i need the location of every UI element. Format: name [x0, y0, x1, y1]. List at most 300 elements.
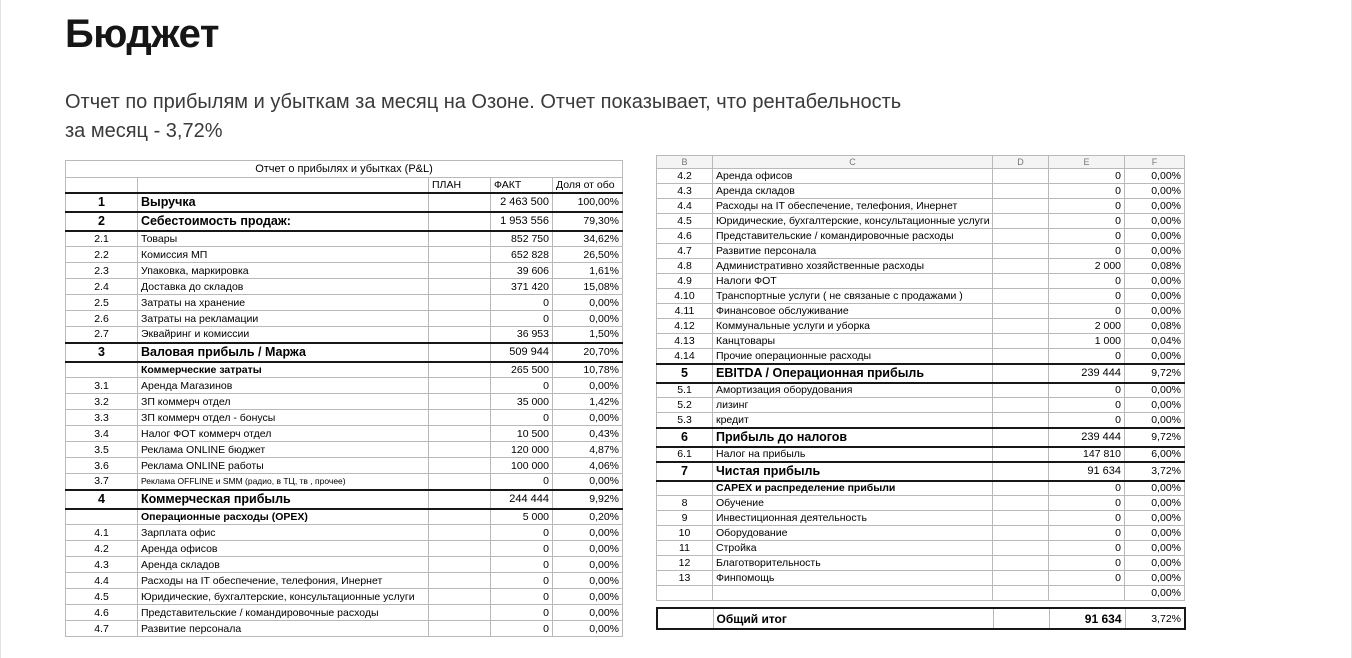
cell-num: 4.5 — [66, 589, 138, 605]
cell-num: 6.1 — [657, 447, 713, 462]
table-row — [66, 193, 623, 212]
cell-fact: 265 500 — [491, 362, 553, 378]
cell-num: 4.5 — [657, 214, 713, 229]
cell-name: Обучение — [713, 496, 993, 511]
cell-name: Транспортные услуги ( не связаные с продажами ) — [713, 289, 993, 304]
cell-fact: 509 944 — [491, 343, 553, 362]
cell-fact: 0 — [1049, 184, 1125, 199]
pl-table-right-grid — [656, 155, 1185, 601]
table-row — [657, 334, 1185, 349]
cell-plan — [429, 426, 491, 442]
cell-plan — [429, 193, 491, 212]
cell-name: Юридические, бухгалтерские, консультационные услуги — [138, 589, 429, 605]
column-letter: B — [657, 156, 713, 169]
table-row — [66, 589, 623, 605]
cell-fact: 0 — [1049, 496, 1125, 511]
cell-fact: 1 000 — [1049, 334, 1125, 349]
cell-fact: 2 463 500 — [491, 193, 553, 212]
cell-share: 0,00% — [553, 557, 623, 573]
cell-name: Аренда Магазинов — [138, 378, 429, 394]
cell-num: 2.3 — [66, 263, 138, 279]
table-row — [66, 263, 623, 279]
cell-plan — [429, 541, 491, 557]
table-row — [66, 557, 623, 573]
cell-share: 9,72% — [1125, 428, 1185, 447]
cell-name: ЗП коммерч отдел — [138, 394, 429, 410]
cell-num: 5 — [657, 364, 713, 383]
cell-name: Финансовое обслуживание — [713, 304, 993, 319]
cell-num: 9 — [657, 511, 713, 526]
cell-name: Канцтовары — [713, 334, 993, 349]
cell-share: 9,92% — [553, 490, 623, 509]
cell-share: 0,08% — [1125, 259, 1185, 274]
cell-share: 4,87% — [553, 442, 623, 458]
table-row — [66, 509, 623, 525]
cell-num — [657, 481, 713, 496]
cell-name: Административно хозяйственные расходы — [713, 259, 993, 274]
cell-share: 1,50% — [553, 327, 623, 343]
cell-num — [657, 586, 713, 601]
table-row — [657, 259, 1185, 274]
cell-fact: 0 — [1049, 214, 1125, 229]
cell-name: Благотворительность — [713, 556, 993, 571]
cell-share: 9,72% — [1125, 364, 1185, 383]
table-row — [66, 247, 623, 263]
cell-share: 0,00% — [1125, 586, 1185, 601]
cell-share: 100,00% — [553, 193, 623, 212]
cell-fact: 100 000 — [491, 458, 553, 474]
cell-share: 0,00% — [1125, 481, 1185, 496]
cell-share: 0,20% — [553, 509, 623, 525]
cell-fact: 0 — [1049, 289, 1125, 304]
cell-num: 4.3 — [657, 184, 713, 199]
cell-fact: 0 — [491, 621, 553, 637]
description-line-1: Отчет по прибылям и убыткам за месяц на Озоне. Отчет показывает, что рентабельность — [65, 91, 902, 113]
cell-name: Аренда складов — [138, 557, 429, 573]
cell-plan — [993, 413, 1049, 428]
cell-share: 0,00% — [553, 525, 623, 541]
cell-name: Реклама ONLINE работы — [138, 458, 429, 474]
cell-num: 4.2 — [66, 541, 138, 557]
pl-table-right — [656, 155, 1184, 630]
table-row — [66, 231, 623, 247]
table-row — [66, 295, 623, 311]
table-row — [657, 496, 1185, 511]
cell-share: 0,00% — [553, 573, 623, 589]
cell-plan — [429, 212, 491, 231]
cell-share: 0,00% — [553, 410, 623, 426]
cell-name: Коммерческие затраты — [138, 362, 429, 378]
cell-fact: 0 — [491, 605, 553, 621]
cell-num: 4.12 — [657, 319, 713, 334]
cell-fact: 2 000 — [1049, 259, 1125, 274]
cell-fact: 0 — [1049, 413, 1125, 428]
table-row — [657, 274, 1185, 289]
cell-share: 0,00% — [1125, 496, 1185, 511]
cell-share: 0,00% — [1125, 244, 1185, 259]
cell-num: 4 — [66, 490, 138, 509]
cell-plan — [993, 349, 1049, 364]
cell-num: 11 — [657, 541, 713, 556]
cell-name: Реклама ONLINE бюджет — [138, 442, 429, 458]
cell-name: Налог ФОТ коммерч отдел — [138, 426, 429, 442]
cell-plan — [993, 274, 1049, 289]
total-share: 3,72% — [1125, 608, 1185, 629]
table-row — [657, 571, 1185, 586]
table-row — [66, 394, 623, 410]
cell-share: 0,00% — [553, 621, 623, 637]
cell-plan — [429, 458, 491, 474]
table-row — [657, 526, 1185, 541]
cell-plan — [993, 229, 1049, 244]
cell-plan — [429, 474, 491, 490]
table-row — [66, 362, 623, 378]
table-row — [657, 428, 1185, 447]
cell-name: Инвестиционная деятельность — [713, 511, 993, 526]
table-row — [66, 327, 623, 343]
cell-fact: 91 634 — [1049, 462, 1125, 481]
cell-num: 4.10 — [657, 289, 713, 304]
table-row — [657, 289, 1185, 304]
cell-num: 4.1 — [66, 525, 138, 541]
cell-name — [713, 586, 993, 601]
cell-share: 4,06% — [553, 458, 623, 474]
description-line-2: за месяц - 3,72% — [65, 120, 223, 142]
cell-name: Товары — [138, 231, 429, 247]
cell-plan — [993, 259, 1049, 274]
cell-share: 0,00% — [1125, 229, 1185, 244]
cell-share: 0,00% — [1125, 349, 1185, 364]
table-row — [66, 279, 623, 295]
cell-name: Эквайринг и комиссии — [138, 327, 429, 343]
cell-fact: 0 — [491, 474, 553, 490]
cell-name: Расходы на IT обеспечение, телефония, Инернет — [713, 199, 993, 214]
cell-name: лизинг — [713, 398, 993, 413]
cell-plan — [429, 573, 491, 589]
cell-plan — [993, 334, 1049, 349]
column-letters-row — [657, 156, 1185, 169]
cell-name: Представительские / командировочные расходы — [713, 229, 993, 244]
cell-fact: 0 — [1049, 349, 1125, 364]
cell-name: Себестоимость продаж: — [138, 212, 429, 231]
cell-name: EBITDA / Операционная прибыль — [713, 364, 993, 383]
table-row — [66, 378, 623, 394]
cell-fact: 0 — [1049, 304, 1125, 319]
cell-fact: 0 — [491, 573, 553, 589]
cell-share: 26,50% — [553, 247, 623, 263]
cell-plan — [429, 327, 491, 343]
cell-num: 5.3 — [657, 413, 713, 428]
cell-plan — [429, 311, 491, 327]
cell-share: 0,00% — [1125, 526, 1185, 541]
cell-num — [66, 509, 138, 525]
column-header-fact: ФАКТ — [491, 178, 553, 193]
table-title: Отчет о прибылях и убытках (P&L) — [66, 161, 623, 178]
cell-plan — [993, 447, 1049, 462]
cell-num: 4.3 — [66, 557, 138, 573]
cell-fact: 0 — [491, 378, 553, 394]
cell-plan — [429, 247, 491, 263]
cell-share: 0,00% — [553, 541, 623, 557]
column-header-share: Доля от обо — [553, 178, 623, 193]
column-letter: C — [713, 156, 993, 169]
table-row — [657, 229, 1185, 244]
cell-plan — [993, 169, 1049, 184]
cell-num: 2.2 — [66, 247, 138, 263]
cell-plan — [993, 184, 1049, 199]
cell-num: 4.9 — [657, 274, 713, 289]
table-row — [657, 383, 1185, 398]
cell-num — [66, 362, 138, 378]
cell-fact: 0 — [491, 295, 553, 311]
cell-share: 0,00% — [1125, 383, 1185, 398]
cell-plan — [993, 364, 1049, 383]
cell-fact: 0 — [1049, 274, 1125, 289]
cell-fact: 0 — [1049, 398, 1125, 413]
table-row — [657, 586, 1185, 601]
table-row — [66, 426, 623, 442]
cell-num: 4.6 — [657, 229, 713, 244]
cell-name: Затраты на рекламации — [138, 311, 429, 327]
cell-share: 1,61% — [553, 263, 623, 279]
table-row — [66, 442, 623, 458]
cell-share: 0,00% — [553, 474, 623, 490]
column-header-plan: ПЛАН — [429, 178, 491, 193]
table-row — [657, 199, 1185, 214]
cell-plan — [993, 199, 1049, 214]
table-row — [657, 556, 1185, 571]
cell-plan — [429, 343, 491, 362]
cell-fact: 147 810 — [1049, 447, 1125, 462]
cell-fact: 0 — [1049, 481, 1125, 496]
page-description — [65, 88, 901, 146]
cell-share: 0,00% — [553, 378, 623, 394]
cell-share: 10,78% — [553, 362, 623, 378]
table-row — [66, 212, 623, 231]
cell-num: 4.4 — [657, 199, 713, 214]
cell-num: 2.5 — [66, 295, 138, 311]
cell-share: 0,00% — [1125, 541, 1185, 556]
cell-plan — [429, 295, 491, 311]
total-row-table — [656, 607, 1186, 630]
cell-num: 4.13 — [657, 334, 713, 349]
cell-fact: 0 — [1049, 526, 1125, 541]
cell-fact: 0 — [491, 589, 553, 605]
cell-plan — [429, 394, 491, 410]
cell-share: 34,62% — [553, 231, 623, 247]
cell-name: Оборудование — [713, 526, 993, 541]
table-row — [657, 169, 1185, 184]
cell-num: 3.4 — [66, 426, 138, 442]
cell-plan — [993, 214, 1049, 229]
cell-num: 10 — [657, 526, 713, 541]
cell-plan — [429, 509, 491, 525]
table-row — [657, 184, 1185, 199]
cell-share: 0,00% — [1125, 571, 1185, 586]
cell-fact: 0 — [1049, 244, 1125, 259]
cell-name: Аренда офисов — [713, 169, 993, 184]
cell-plan — [993, 304, 1049, 319]
cell-share: 0,00% — [553, 589, 623, 605]
cell-name: Операционные расходы (OPEX) — [138, 509, 429, 525]
cell-name: Стройка — [713, 541, 993, 556]
cell-name: Комиссия МП — [138, 247, 429, 263]
cell-plan — [993, 511, 1049, 526]
table-row — [66, 605, 623, 621]
cell-share: 0,08% — [1125, 319, 1185, 334]
cell-share: 15,08% — [553, 279, 623, 295]
table-row — [657, 398, 1185, 413]
cell-fact: 35 000 — [491, 394, 553, 410]
cell-fact: 120 000 — [491, 442, 553, 458]
table-row — [657, 413, 1185, 428]
cell-fact: 0 — [1049, 383, 1125, 398]
cell-num: 4.8 — [657, 259, 713, 274]
cell-num: 6 — [657, 428, 713, 447]
table-row — [657, 304, 1185, 319]
cell-num: 3.3 — [66, 410, 138, 426]
cell-fact: 0 — [491, 311, 553, 327]
cell-num: 4.6 — [66, 605, 138, 621]
column-header-row — [66, 178, 623, 193]
total-fact: 91 634 — [1049, 608, 1125, 629]
cell-num: 13 — [657, 571, 713, 586]
cell-num: 2.4 — [66, 279, 138, 295]
cell-name: Зарплата офис — [138, 525, 429, 541]
cell-fact: 0 — [1049, 556, 1125, 571]
cell-share: 79,30% — [553, 212, 623, 231]
cell-name: Упаковка, маркировка — [138, 263, 429, 279]
cell-num: 4.4 — [66, 573, 138, 589]
cell-name: ЗП коммерч отдел - бонусы — [138, 410, 429, 426]
cell-share: 0,00% — [553, 311, 623, 327]
cell-plan — [993, 244, 1049, 259]
cell-share: 0,00% — [1125, 511, 1185, 526]
cell-name: Выручка — [138, 193, 429, 212]
cell-num: 8 — [657, 496, 713, 511]
table-title-row — [66, 161, 623, 178]
table-row — [657, 447, 1185, 462]
cell-name: Развитие персонала — [713, 244, 993, 259]
table-row — [66, 541, 623, 557]
cell-name: CAPEX и распределение прибыли — [713, 481, 993, 496]
cell-plan — [429, 378, 491, 394]
cell-plan — [429, 589, 491, 605]
cell-plan — [429, 362, 491, 378]
cell-num: 4.11 — [657, 304, 713, 319]
table-row — [66, 474, 623, 490]
table-row — [66, 311, 623, 327]
cell-plan — [429, 442, 491, 458]
cell-num: 2.7 — [66, 327, 138, 343]
cell-fact: 852 750 — [491, 231, 553, 247]
cell-name: Расходы на IT обеспечение, телефония, Инернет — [138, 573, 429, 589]
page-title: Бюджет — [65, 12, 219, 56]
cell-share: 0,00% — [1125, 413, 1185, 428]
cell-plan — [429, 525, 491, 541]
column-header-num — [66, 178, 138, 193]
cell-fact: 0 — [491, 541, 553, 557]
cell-num: 3.1 — [66, 378, 138, 394]
table-row — [657, 349, 1185, 364]
pl-table-left-grid — [65, 160, 623, 637]
cell-name: Коммерческая прибыль — [138, 490, 429, 509]
cell-plan — [429, 557, 491, 573]
cell-num: 3.6 — [66, 458, 138, 474]
cell-share: 0,43% — [553, 426, 623, 442]
cell-num: 4.2 — [657, 169, 713, 184]
cell-name: Прочие операционные расходы — [713, 349, 993, 364]
column-letter: D — [993, 156, 1049, 169]
cell-name: Аренда офисов — [138, 541, 429, 557]
cell-plan — [993, 398, 1049, 413]
pl-table-left — [65, 160, 622, 637]
cell-num: 7 — [657, 462, 713, 481]
cell-name: Финпомощь — [713, 571, 993, 586]
cell-plan — [993, 462, 1049, 481]
cell-num: 3.5 — [66, 442, 138, 458]
cell-share: 0,00% — [553, 295, 623, 311]
cell-name: Валовая прибыль / Маржа — [138, 343, 429, 362]
cell-num: 4.7 — [657, 244, 713, 259]
cell-fact: 0 — [491, 410, 553, 426]
cell-plan — [429, 263, 491, 279]
cell-fact: 0 — [1049, 169, 1125, 184]
cell-fact: 0 — [491, 525, 553, 541]
table-row — [66, 490, 623, 509]
cell-fact: 2 000 — [1049, 319, 1125, 334]
cell-share: 20,70% — [553, 343, 623, 362]
cell-plan — [429, 410, 491, 426]
cell-share: 6,00% — [1125, 447, 1185, 462]
cell-fact: 239 444 — [1049, 364, 1125, 383]
cell-share: 0,00% — [553, 605, 623, 621]
cell-plan — [993, 383, 1049, 398]
cell-num: 3.2 — [66, 394, 138, 410]
cell-fact: 0 — [491, 557, 553, 573]
total-num-cell — [657, 608, 713, 629]
cell-name: Затраты на хранение — [138, 295, 429, 311]
cell-fact: 0 — [1049, 541, 1125, 556]
table-row — [657, 481, 1185, 496]
cell-num: 4.7 — [66, 621, 138, 637]
cell-name: Налог на прибыль — [713, 447, 993, 462]
cell-fact: 0 — [1049, 511, 1125, 526]
cell-share: 0,00% — [1125, 289, 1185, 304]
cell-name: Доставка до складов — [138, 279, 429, 295]
cell-fact: 1 953 556 — [491, 212, 553, 231]
column-letter: E — [1049, 156, 1125, 169]
cell-num: 5.2 — [657, 398, 713, 413]
cell-plan — [993, 586, 1049, 601]
cell-plan — [993, 428, 1049, 447]
cell-plan — [993, 526, 1049, 541]
cell-plan — [993, 481, 1049, 496]
table-row — [657, 462, 1185, 481]
cell-plan — [993, 556, 1049, 571]
cell-name: Представительские / командировочные расходы — [138, 605, 429, 621]
total-plan-cell — [993, 608, 1049, 629]
cell-fact — [1049, 586, 1125, 601]
cell-num: 5.1 — [657, 383, 713, 398]
column-letter: F — [1125, 156, 1185, 169]
cell-plan — [429, 279, 491, 295]
cell-fact: 10 500 — [491, 426, 553, 442]
cell-fact: 36 953 — [491, 327, 553, 343]
cell-share: 0,00% — [1125, 214, 1185, 229]
cell-plan — [993, 496, 1049, 511]
cell-num: 2.6 — [66, 311, 138, 327]
